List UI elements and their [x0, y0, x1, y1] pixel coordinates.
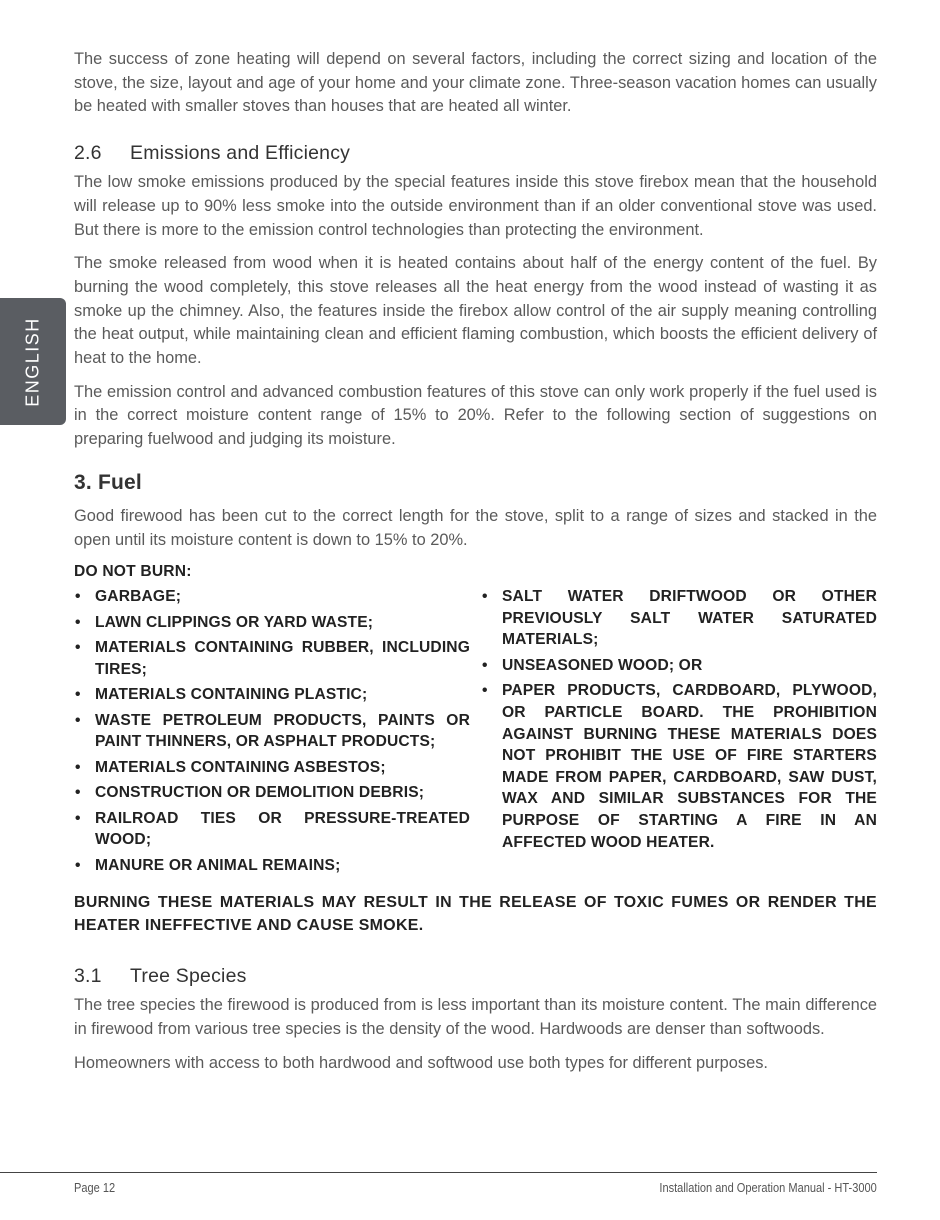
- do-not-burn-left-list: [74, 586, 470, 876]
- intro-paragraph: The success of zone heating will depend on several factors, including the correct sizing and location of the stove, the size, layout and age of your home and your climate zone. Three-season vacation homes can usually be heated with smaller stoves than houses that are heated all winter.: [74, 50, 877, 116]
- section-heading-tree-species: [74, 965, 877, 988]
- bullet-icon: •: [482, 588, 488, 606]
- bullet-icon: •: [75, 784, 81, 802]
- language-tab-label: ENGLISH: [22, 316, 43, 407]
- do-not-burn-item-text: LAWN CLIPPINGS OR YARD WASTE;: [95, 613, 374, 631]
- do-not-burn-item: [74, 637, 470, 680]
- bullet-icon: •: [75, 711, 81, 729]
- bullet-icon: •: [75, 809, 81, 827]
- do-not-burn-item: [74, 757, 470, 779]
- bullet-icon: •: [75, 639, 81, 657]
- bullet-icon: •: [75, 686, 81, 704]
- section-title: Emissions and Efficiency: [130, 142, 351, 165]
- do-not-burn-item-text: MANURE OR ANIMAL REMAINS;: [95, 856, 341, 874]
- do-not-burn-item: [481, 680, 877, 853]
- section-number: 2.6: [74, 142, 102, 165]
- do-not-burn-item: [74, 612, 470, 634]
- bullet-icon: •: [75, 588, 81, 606]
- section-number: 3.1: [74, 965, 102, 988]
- do-not-burn-item: [481, 655, 877, 677]
- do-not-burn-label: DO NOT BURN:: [74, 563, 192, 581]
- do-not-burn-item-text: MATERIALS CONTAINING ASBESTOS;: [95, 758, 386, 776]
- do-not-burn-item-text: PAPER PRODUCTS, CARDBOARD, PLYWOOD, OR PARTICLE BOARD. THE PROHIBITION AGAINST BURNING THESE MATERIALS DOES NOT PROHIBIT THE USE OF FIRE STARTERS MADE FROM PAPER, CARDBOARD, SAW DUST, WAX AND SIMILAR SUBSTANCES FOR THE PURPOSE OF STARTING A FIRE IN AN AFFECTED WOOD HEATER.: [502, 682, 877, 851]
- bullet-icon: •: [75, 613, 81, 631]
- do-not-burn-right-list: [481, 586, 877, 853]
- do-not-burn-right-column: [481, 586, 877, 880]
- do-not-burn-lists: [74, 586, 877, 880]
- do-not-burn-item-text: UNSEASONED WOOD; OR: [502, 656, 703, 674]
- section-heading-emissions: [74, 142, 877, 165]
- do-not-burn-item-text: MATERIALS CONTAINING PLASTIC;: [95, 686, 368, 704]
- language-tab: [0, 298, 66, 425]
- do-not-burn-item: [481, 586, 877, 651]
- section-heading-fuel: 3. Fuel: [74, 470, 142, 494]
- tree-species-paragraph-2: Homeowners with access to both hardwood and softwood use both types for different purposes.: [74, 1053, 768, 1072]
- bullet-icon: •: [75, 758, 81, 776]
- footer-page-number: Page 12: [74, 1180, 116, 1195]
- do-not-burn-item-text: CONSTRUCTION OR DEMOLITION DEBRIS;: [95, 784, 425, 802]
- do-not-burn-item: [74, 586, 470, 608]
- bullet-icon: •: [75, 856, 81, 874]
- do-not-burn-item: [74, 710, 470, 753]
- fuel-intro-paragraph: Good firewood has been cut to the correct length for the stove, split to a range of sizes and stacked in the open until its moisture content is down to 15% to 20%.: [74, 506, 877, 549]
- do-not-burn-item-text: WASTE PETROLEUM PRODUCTS, PAINTS OR PAINT THINNERS, OR ASPHALT PRODUCTS;: [95, 711, 470, 751]
- do-not-burn-item-text: SALT WATER DRIFTWOOD OR OTHER PREVIOUSLY SALT WATER SATURATED MATERIALS;: [502, 588, 877, 649]
- footer-manual-title: Installation and Operation Manual - HT-3000: [659, 1180, 877, 1195]
- bullet-icon: •: [482, 682, 488, 700]
- emissions-paragraph-3: The emission control and advanced combustion features of this stove can only work properly if the fuel used is in the correct moisture content range of 15% to 20%. Refer to the following section of suggestions on preparing fuelwood and judging its moisture.: [74, 382, 877, 449]
- do-not-burn-item-text: RAILROAD TIES OR PRESSURE-TREATED WOOD;: [95, 809, 470, 849]
- do-not-burn-item: [74, 684, 470, 706]
- emissions-paragraph-1: The low smoke emissions produced by the special features inside this stove firebox mean that the household will release up to 90% less smoke into the outside environment than if an older conventional stove was used. But there is more to the emission control technologies than protecting the environment.: [74, 173, 877, 239]
- do-not-burn-item-text: MATERIALS CONTAINING RUBBER, INCLUDING TIRES;: [95, 639, 470, 678]
- bullet-icon: •: [482, 656, 488, 674]
- footer-divider: [0, 1172, 877, 1173]
- tree-species-paragraph-1: The tree species the firewood is produced from is less important than its moisture content. The main difference in firewood from various tree species is the density of the wood. Hardwoods are denser than softwoods.: [74, 996, 877, 1039]
- do-not-burn-item: [74, 808, 470, 851]
- emissions-paragraph-2: The smoke released from wood when it is heated contains about half of the energy content of the fuel. By burning the wood completely, this stove releases all the heat energy from the wood instead of wasting it as smoke up the chimney. Also, the features inside the firebox allow control of the air supply meaning controlling the heat output, while maintaining clean and efficient flaming combustion, which boosts the efficient delivery of heat to the home.: [74, 254, 877, 368]
- section-title: Tree Species: [130, 965, 247, 988]
- do-not-burn-item-text: GARBAGE;: [95, 588, 182, 606]
- do-not-burn-item: [74, 855, 470, 877]
- do-not-burn-left-column: [74, 586, 470, 880]
- page-content: [74, 46, 877, 1076]
- do-not-burn-item: [74, 782, 470, 804]
- toxic-fumes-warning: BURNING THESE MATERIALS MAY RESULT IN THE RELEASE OF TOXIC FUMES OR RENDER THE HEATER INEFFECTIVE AND CAUSE SMOKE.: [74, 894, 877, 935]
